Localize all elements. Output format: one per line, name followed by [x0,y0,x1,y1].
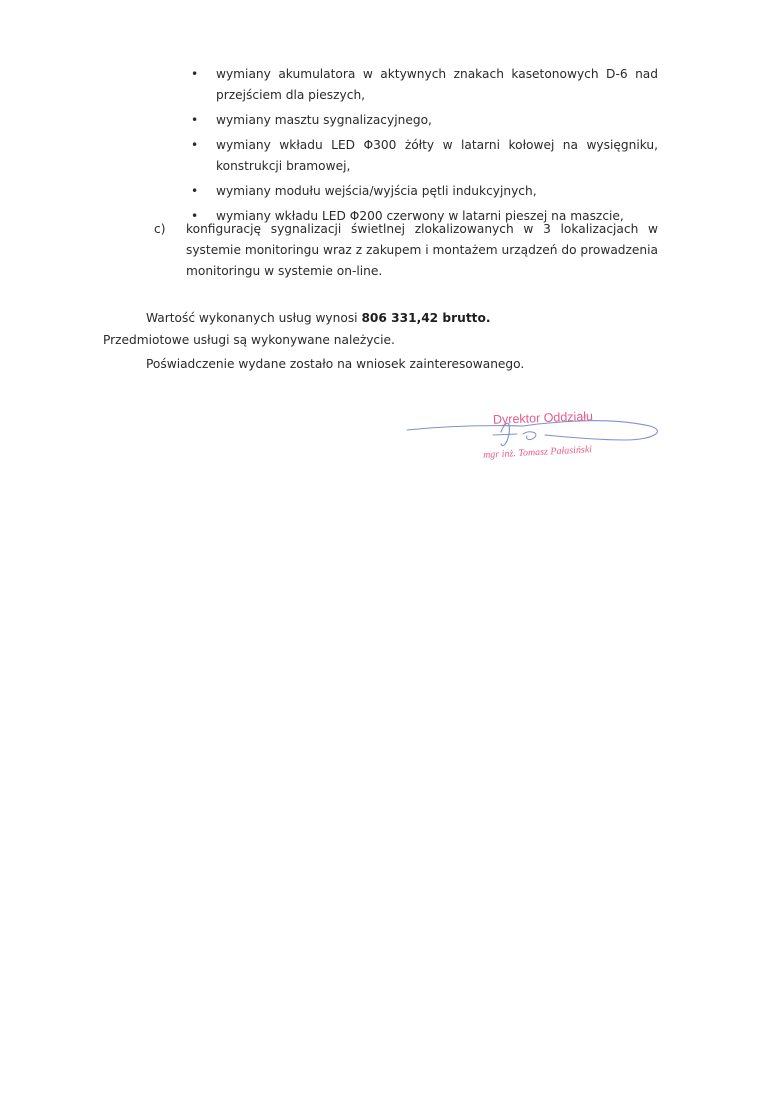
list-item-text: wymiany wkładu LED Φ300 żółty w latarni kołowej na wysięgniku, konstrukcji bramowej, [216,138,658,173]
bullet-icon: • [191,113,199,127]
sub-item-text: konfigurację sygnalizacji świetlnej zlokalizowanych w 3 lokalizacjach w systemie monitoringu wraz z zakupem i montażem urządzeń do prowadzenia monitoringu w systemie on-line. [186,222,658,278]
list-item [190,135,658,177]
list-item [190,181,658,202]
sub-item-marker: c) [154,222,166,236]
list-item-text: wymiany masztu sygnalizacyjnego, [216,113,432,127]
list-item [190,64,658,106]
value-statement [146,308,490,329]
bullet-icon: • [191,209,199,223]
value-prefix: Wartość wykonanych usług wynosi [146,311,358,325]
bullet-list [190,64,658,231]
value-amount: 806 331,42 brutto. [361,311,491,325]
bullet-icon: • [191,67,199,81]
list-item [190,110,658,131]
bullet-icon: • [191,138,199,152]
signature-block [405,404,665,474]
services-statement: Przedmiotowe usługi są wykonywane należycie. [103,333,395,347]
list-item-text: wymiany modułu wejścia/wyjścia pętli indukcyjnych, [216,184,537,198]
signature-name: mgr inż. Tomasz Pałasiński [482,444,593,461]
bullet-icon: • [191,184,199,198]
list-item-text: wymiany akumulatora w aktywnych znakach kasetonowych D-6 nad przejściem dla pieszych, [216,67,658,102]
signature-title: Dyrektor Oddziału [492,409,594,427]
list-item-text: wymiany wkładu LED Φ200 czerwony w latarni pieszej na maszcie, [216,209,624,223]
sub-item-c [154,219,658,282]
certificate-statement: Poświadczenie wydane zostało na wniosek zainteresowanego. [146,357,525,371]
